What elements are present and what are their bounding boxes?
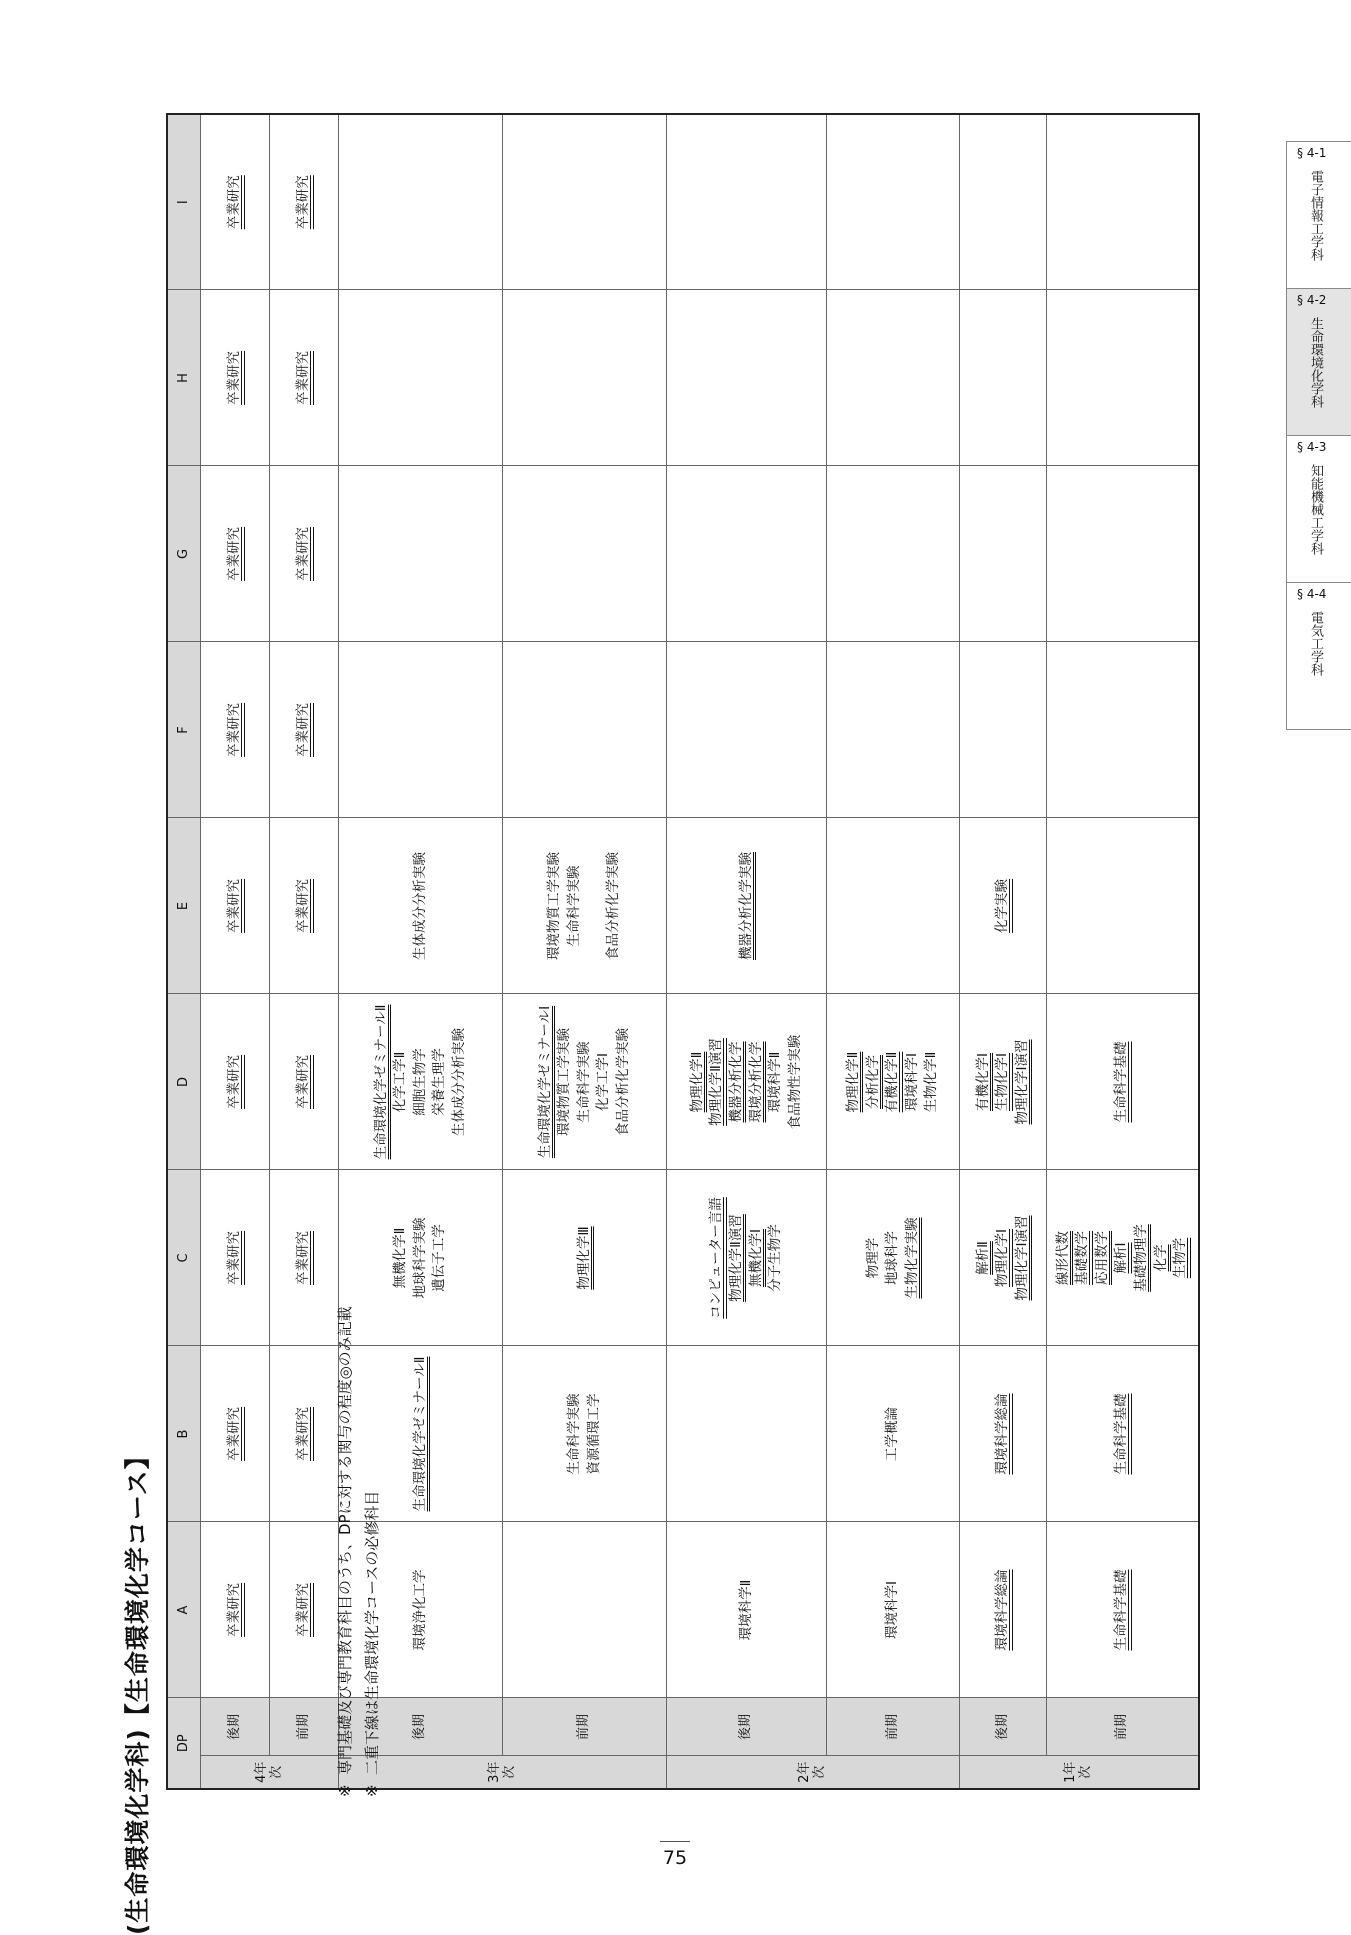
course-name: 卒業研究 [295,1230,312,1285]
course-name: 解析Ⅰ [1113,1242,1130,1274]
course-name: 分析化学 [864,1054,881,1109]
course-cell-a [270,1522,339,1698]
course-name: 有機化学Ⅱ [884,1051,901,1113]
course-cell-h [827,290,960,466]
term-label: 後期 [960,1698,1047,1756]
course-name: 生命科学実験 [565,865,582,947]
course-name: 卒業研究 [226,526,243,581]
course-cell-d [827,994,960,1170]
course-cell-g [201,466,270,642]
course-name: 線形代数 [1054,1230,1071,1285]
course-cell-d [960,994,1047,1170]
course-name: 物理学 [864,1237,881,1279]
course-name: 工学概論 [884,1406,901,1461]
course-cell-i [201,114,270,290]
course-name: 物理化学Ⅱ演習 [727,1214,744,1302]
dp-curriculum-table [166,113,1200,1790]
course-name: 資源循環工学 [585,1393,602,1475]
course-cell-i [667,114,827,290]
course-cell-c [503,1170,667,1346]
column-header-c: C [167,1170,201,1346]
course-name: 卒業研究 [295,350,312,405]
course-name: 細胞生物学 [411,1048,428,1116]
course-name: 物理化学Ⅲ [575,1226,592,1290]
course-name: 卒業研究 [226,702,243,757]
course-cell-f [201,642,270,818]
course-name: 卒業研究 [226,1582,243,1637]
course-cell-a [827,1522,960,1698]
course-name: 卒業研究 [226,175,243,230]
course-cell-a [503,1522,667,1698]
course-name: 環境分析化学 [747,1041,764,1123]
page-number-rule [660,1841,690,1842]
term-label: 後期 [339,1698,503,1756]
course-name: 環境科学Ⅰ [884,1581,901,1639]
section-tab-4-3[interactable]: § 4-3 知能機械工学科 [1287,435,1351,582]
course-name: 物理化学Ⅰ演習 [1013,1215,1030,1301]
course-name: 生体成分分析実験 [411,851,428,960]
course-cell-d [503,994,667,1170]
term-label: 後期 [667,1698,827,1756]
course-cell-d [201,994,270,1170]
course-cell-e [827,818,960,994]
course-name: 栄養生理学 [431,1048,448,1116]
column-header-d: D [167,994,201,1170]
footnotes [332,1306,386,1797]
column-header-f: F [167,642,201,818]
term-label: 前期 [827,1698,960,1756]
column-header-e: E [167,818,201,994]
course-name: 分子生物学 [767,1224,784,1292]
course-name: 食品分析化学実験 [614,1027,631,1136]
course-cell-h [201,290,270,466]
course-cell-e [339,818,503,994]
course-cell-b [827,1346,960,1522]
course-cell-f [339,642,503,818]
table-row [827,114,960,1789]
course-name: 卒業研究 [295,1054,312,1109]
year-label: 4年次 [201,1756,339,1789]
column-header-h: H [167,290,201,466]
course-cell-d [667,994,827,1170]
course-cell-a [1047,1522,1199,1698]
course-name: 有機化学Ⅰ [974,1053,991,1111]
course-name: 環境科学総論 [994,1393,1011,1475]
section-index-tabs [1286,141,1351,730]
course-name: 物理化学Ⅱ [845,1051,862,1113]
course-cell-i [503,114,667,290]
section-tab-4-1[interactable]: § 4-1 電子情報工学科 [1287,141,1351,288]
course-name: 卒業研究 [226,350,243,405]
course-name: 卒業研究 [295,702,312,757]
course-cell-a [960,1522,1047,1698]
course-cell-a [667,1522,827,1698]
course-name: 地球科学実験 [411,1217,428,1299]
course-name: 遺伝子工学 [431,1224,448,1292]
year-label: 3年次 [339,1756,667,1789]
course-name: 生命科学実験 [565,1393,582,1475]
course-name: 卒業研究 [295,878,312,933]
course-name: 卒業研究 [295,526,312,581]
course-cell-g [960,466,1047,642]
footnote: ※二重下線は生命環境化学コースの必修科目 [363,1490,381,1797]
course-cell-f [270,642,339,818]
course-name: 生命科学基礎 [1113,1041,1130,1123]
course-cell-d [339,994,503,1170]
column-header-g: G [167,466,201,642]
course-name: 環境科学Ⅱ [737,1579,754,1641]
course-cell-f [827,642,960,818]
course-cell-i [960,114,1047,290]
course-name: 物理化学Ⅱ [688,1051,705,1113]
course-name: 環境科学総論 [994,1569,1011,1651]
course-name: 生命科学基礎 [1113,1393,1130,1475]
course-cell-g [270,466,339,642]
course-cell-e [667,818,827,994]
course-name: 生物化学Ⅱ [923,1051,940,1113]
column-header-i: I [167,114,201,290]
term-label: 前期 [270,1698,339,1756]
course-cell-e [1047,818,1199,994]
course-name: 解析Ⅱ [974,1241,991,1275]
course-cell-c [270,1170,339,1346]
course-cell-i [339,114,503,290]
course-cell-i [1047,114,1199,290]
course-name: 卒業研究 [226,1406,243,1461]
course-cell-f [503,642,667,818]
column-header-a: A [167,1522,201,1698]
course-name: 生命科学基礎 [1113,1569,1130,1651]
course-name: 食品分析化学実験 [605,851,622,960]
course-name: 物理化学Ⅱ演習 [708,1038,725,1126]
course-name: 物理化学Ⅰ演習 [1013,1039,1030,1125]
course-name: 生命科学実験 [575,1041,592,1123]
course-cell-b [960,1346,1047,1522]
course-cell-g [339,466,503,642]
course-name: 生体成分分析実験 [450,1027,467,1136]
course-cell-e [201,818,270,994]
page-title: (生命環境化学科)【生命環境化学コース】 [123,1443,152,1935]
course-cell-c [827,1170,960,1346]
course-name: 物理化学Ⅰ [994,1229,1011,1287]
course-name: 生物化学Ⅰ [994,1053,1011,1111]
course-cell-a [201,1522,270,1698]
course-name: 地球科学 [884,1230,901,1285]
course-name: 応用数学 [1093,1230,1110,1285]
course-cell-b [1047,1346,1199,1522]
course-cell-g [503,466,667,642]
course-name: 環境物質工学実験 [556,1027,573,1136]
course-name: 環境科学Ⅱ [767,1051,784,1113]
course-name: 基礎数学 [1074,1230,1091,1285]
course-cell-c [1047,1170,1199,1346]
year-label: 2年次 [667,1756,960,1789]
course-cell-c [667,1170,827,1346]
course-cell-h [960,290,1047,466]
course-cell-b [667,1346,827,1522]
course-name: 無機化学Ⅱ [392,1227,409,1289]
course-name: 生命環境化学ゼミナールⅡ [372,1004,389,1160]
table-row [201,114,270,1789]
course-name: 生命環境化学ゼミナールⅡ [411,1356,428,1512]
page-number: 75 [662,1847,688,1869]
course-name: 卒業研究 [226,1054,243,1109]
course-name: 化学工学Ⅰ [595,1053,612,1111]
course-name: 基礎物理学 [1133,1224,1150,1292]
term-label: 後期 [201,1698,270,1756]
course-name: 化学実験 [994,878,1011,933]
table-row [960,114,1047,1789]
course-name: 生物化学実験 [903,1217,920,1299]
footnote: ※専門基礎及び専門教育科目のうち、DPに対する関与の程度◎のみ記載 [336,1306,354,1797]
course-name: コンピューター言語 [708,1197,725,1319]
table-row [503,114,667,1789]
year-label: 1年次 [960,1756,1199,1789]
course-name: 機器分析化学実験 [737,851,754,960]
table-row [1047,114,1199,1789]
course-name: 卒業研究 [295,175,312,230]
section-tab-4-2[interactable]: § 4-2 生命環境化学科 [1287,288,1351,435]
course-cell-e [960,818,1047,994]
section-tab-4-4[interactable]: § 4-4 電気工学科 [1287,582,1351,729]
course-name: 生命環境化学ゼミナールⅠ [536,1005,553,1159]
course-cell-g [667,466,827,642]
course-name: 食品物性学実験 [786,1034,803,1130]
course-cell-g [827,466,960,642]
course-name: 化学 [1152,1244,1169,1272]
course-cell-b [503,1346,667,1522]
course-cell-i [270,114,339,290]
course-name: 卒業研究 [226,1230,243,1285]
course-cell-b [270,1346,339,1522]
course-name: 環境浄化工学 [411,1569,428,1651]
course-cell-f [667,642,827,818]
course-cell-h [503,290,667,466]
course-cell-f [960,642,1047,818]
table-row [667,114,827,1789]
table-row [270,114,339,1789]
course-name: 卒業研究 [295,1582,312,1637]
table-header-row [167,114,201,1789]
course-name: 環境物質工学実験 [546,851,563,960]
course-cell-b [201,1346,270,1522]
term-label: 前期 [503,1698,667,1756]
course-cell-d [270,994,339,1170]
course-cell-h [339,290,503,466]
course-cell-i [827,114,960,290]
course-name: 卒業研究 [226,878,243,933]
course-cell-e [503,818,667,994]
course-cell-c [960,1170,1047,1346]
course-cell-d [1047,994,1199,1170]
course-name: 環境科学Ⅰ [903,1053,920,1111]
course-cell-e [270,818,339,994]
course-cell-h [1047,290,1199,466]
term-label: 前期 [1047,1698,1199,1756]
course-cell-g [1047,466,1199,642]
course-cell-c [201,1170,270,1346]
course-cell-f [1047,642,1199,818]
course-name [585,821,605,990]
dp-curriculum-table-wrapper [166,140,1191,1790]
course-cell-h [667,290,827,466]
course-name: 無機化学Ⅰ [747,1229,764,1287]
header-corner-dp: DP [167,1698,201,1789]
course-cell-h [270,290,339,466]
course-name: 卒業研究 [295,1406,312,1461]
column-header-b: B [167,1346,201,1522]
course-name: 生物学 [1172,1237,1189,1279]
course-name: 化学工学Ⅱ [392,1051,409,1113]
course-name: 機器分析化学 [727,1041,744,1123]
